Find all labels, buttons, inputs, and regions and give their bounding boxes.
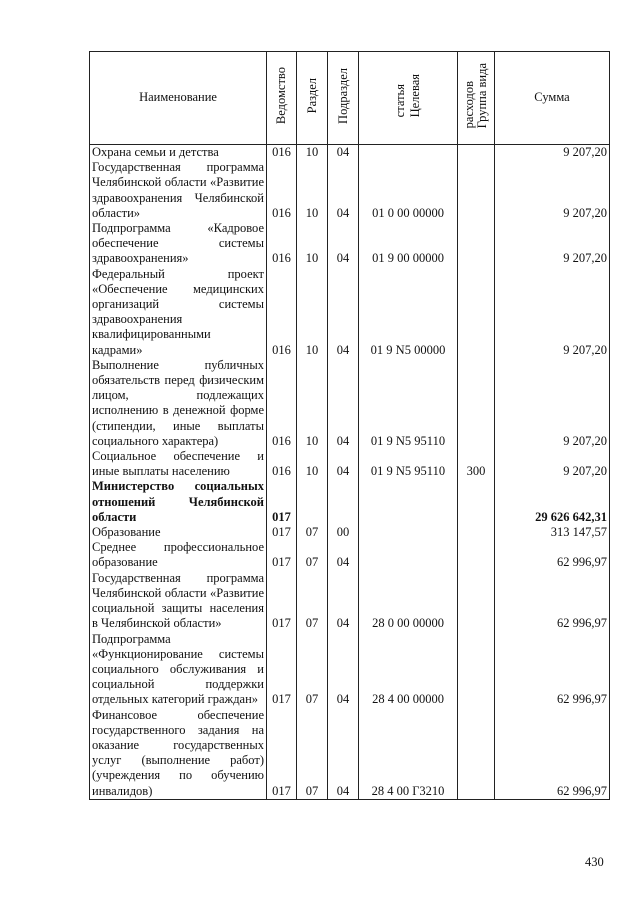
cell-podrazdel: 04 xyxy=(328,145,359,161)
cell-razdel: 07 xyxy=(297,540,328,570)
cell-name: Министерство социальных отношений Челябинской области xyxy=(90,479,267,525)
cell-razdel: 07 xyxy=(297,525,328,540)
cell-vedomstvo: 017 xyxy=(267,540,297,570)
cell-summa: 62 996,97 xyxy=(495,632,610,708)
cell-celevaya-statya: 01 9 00 00000 xyxy=(359,221,458,267)
cell-gruppa-vida xyxy=(458,540,495,570)
cell-podrazdel: 04 xyxy=(328,221,359,267)
cell-razdel: 10 xyxy=(297,358,328,449)
header-gruppa-vida-rashodov: расходовГруппа вида xyxy=(458,52,495,145)
table-row xyxy=(90,221,610,267)
cell-gruppa-vida xyxy=(458,145,495,161)
cell-razdel xyxy=(297,479,328,525)
header-razdel: Раздел xyxy=(297,52,328,145)
cell-podrazdel xyxy=(328,479,359,525)
cell-summa: 9 207,20 xyxy=(495,267,610,358)
cell-gruppa-vida xyxy=(458,160,495,221)
header-summa: Сумма xyxy=(495,52,610,145)
cell-vedomstvo: 016 xyxy=(267,145,297,161)
cell-name: Охрана семьи и детства xyxy=(90,145,267,161)
cell-summa: 9 207,20 xyxy=(495,160,610,221)
cell-gruppa-vida xyxy=(458,525,495,540)
cell-vedomstvo: 017 xyxy=(267,479,297,525)
cell-celevaya-statya xyxy=(359,145,458,161)
table-body xyxy=(90,145,610,800)
cell-name: Социальное обеспечение и иные выплаты населению xyxy=(90,449,267,479)
cell-summa: 62 996,97 xyxy=(495,708,610,800)
header-podrazdel: Подраздел xyxy=(328,52,359,145)
header-celevaya-statya: статьяЦелевая xyxy=(359,52,458,145)
cell-summa: 62 996,97 xyxy=(495,571,610,632)
table-row xyxy=(90,525,610,540)
cell-name: Государственная программа Челябинской области «Развитие здравоохранения Челябинской области» xyxy=(90,160,267,221)
cell-gruppa-vida xyxy=(458,708,495,800)
header-vedomstvo: Ведомство xyxy=(267,52,297,145)
table-header-row xyxy=(90,52,610,145)
cell-gruppa-vida xyxy=(458,479,495,525)
header-name: Наименование xyxy=(90,52,267,145)
cell-podrazdel: 04 xyxy=(328,267,359,358)
cell-vedomstvo: 017 xyxy=(267,708,297,800)
cell-vedomstvo: 016 xyxy=(267,160,297,221)
cell-celevaya-statya xyxy=(359,479,458,525)
cell-name: Подпрограмма «Кадровое обеспечение системы здравоохранения» xyxy=(90,221,267,267)
cell-name: Выполнение публичных обязательств перед физическим лицом, подлежащих исполнению в денежной форме (стипендии, иные выплаты социального характера) xyxy=(90,358,267,449)
cell-summa: 9 207,20 xyxy=(495,449,610,479)
cell-summa: 62 996,97 xyxy=(495,540,610,570)
cell-gruppa-vida xyxy=(458,358,495,449)
cell-celevaya-statya: 01 0 00 00000 xyxy=(359,160,458,221)
cell-name: Финансовое обеспечение государственного задания на оказание государственных услуг (выполнение работ) (учреждения по обучению инвалидов) xyxy=(90,708,267,800)
table-row xyxy=(90,358,610,449)
cell-podrazdel: 00 xyxy=(328,525,359,540)
cell-podrazdel: 04 xyxy=(328,571,359,632)
cell-vedomstvo: 016 xyxy=(267,449,297,479)
cell-podrazdel: 04 xyxy=(328,708,359,800)
cell-name: Образование xyxy=(90,525,267,540)
cell-razdel: 10 xyxy=(297,221,328,267)
cell-gruppa-vida: 300 xyxy=(458,449,495,479)
table-row xyxy=(90,708,610,800)
cell-razdel: 10 xyxy=(297,449,328,479)
cell-podrazdel: 04 xyxy=(328,540,359,570)
cell-summa: 9 207,20 xyxy=(495,221,610,267)
cell-celevaya-statya xyxy=(359,540,458,570)
cell-celevaya-statya xyxy=(359,525,458,540)
cell-podrazdel: 04 xyxy=(328,449,359,479)
cell-gruppa-vida xyxy=(458,221,495,267)
cell-podrazdel: 04 xyxy=(328,160,359,221)
cell-podrazdel: 04 xyxy=(328,358,359,449)
table-row xyxy=(90,632,610,708)
page-number: 430 xyxy=(585,855,604,869)
table-row xyxy=(90,267,610,358)
cell-vedomstvo: 016 xyxy=(267,358,297,449)
cell-celevaya-statya: 28 4 00 00000 xyxy=(359,632,458,708)
cell-vedomstvo: 017 xyxy=(267,571,297,632)
cell-summa: 313 147,57 xyxy=(495,525,610,540)
table-row xyxy=(90,160,610,221)
cell-razdel: 07 xyxy=(297,632,328,708)
table-row xyxy=(90,145,610,161)
cell-summa: 9 207,20 xyxy=(495,358,610,449)
cell-gruppa-vida xyxy=(458,267,495,358)
cell-name: Подпрограмма «Функционирование системы социального обслуживания и социальной поддержки отдельных категорий граждан» xyxy=(90,632,267,708)
cell-name: Среднее профессиональное образование xyxy=(90,540,267,570)
cell-celevaya-statya: 01 9 N5 95110 xyxy=(359,358,458,449)
table-row xyxy=(90,571,610,632)
cell-celevaya-statya: 28 4 00 Г3210 xyxy=(359,708,458,800)
table-row xyxy=(90,479,610,525)
table-row xyxy=(90,540,610,570)
cell-razdel: 10 xyxy=(297,160,328,221)
cell-razdel: 10 xyxy=(297,145,328,161)
cell-name: Государственная программа Челябинской области «Развитие социальной защиты населения в Челябинской области» xyxy=(90,571,267,632)
cell-celevaya-statya: 01 9 N5 95110 xyxy=(359,449,458,479)
cell-summa: 9 207,20 xyxy=(495,145,610,161)
cell-celevaya-statya: 01 9 N5 00000 xyxy=(359,267,458,358)
cell-podrazdel: 04 xyxy=(328,632,359,708)
cell-gruppa-vida xyxy=(458,571,495,632)
budget-table xyxy=(89,51,610,800)
cell-name: Федеральный проект «Обеспечение медицинских организаций системы здравоохранения квалифицированными кадрами» xyxy=(90,267,267,358)
cell-razdel: 10 xyxy=(297,267,328,358)
cell-razdel: 07 xyxy=(297,571,328,632)
table-row xyxy=(90,449,610,479)
cell-razdel: 07 xyxy=(297,708,328,800)
cell-gruppa-vida xyxy=(458,632,495,708)
cell-summa: 29 626 642,31 xyxy=(495,479,610,525)
cell-celevaya-statya: 28 0 00 00000 xyxy=(359,571,458,632)
cell-vedomstvo: 016 xyxy=(267,267,297,358)
cell-vedomstvo: 016 xyxy=(267,221,297,267)
cell-vedomstvo: 017 xyxy=(267,525,297,540)
cell-vedomstvo: 017 xyxy=(267,632,297,708)
